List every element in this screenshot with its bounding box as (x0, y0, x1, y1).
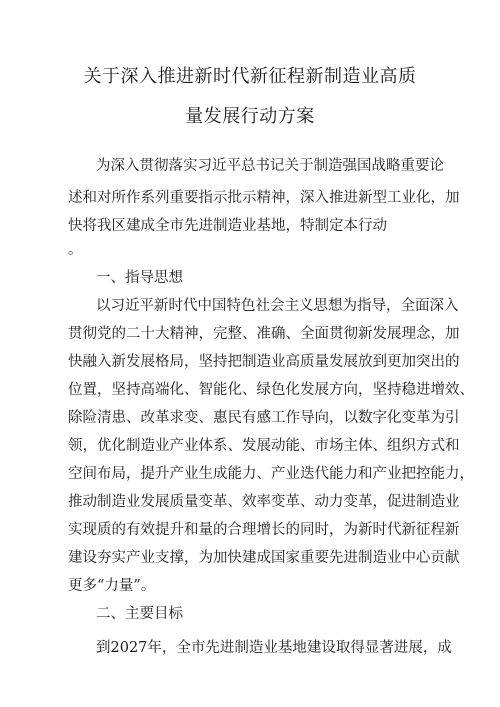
intro-paragraph-line: 快将我区建成全市先进制造业基地，特制定本行动 (68, 218, 387, 234)
section-1-paragraph-line: 位置，坚持高端化、智能化、绿色化发展方向，坚持稳进增效、 (68, 382, 474, 398)
intro-paragraph-line: 述和对所作系列重要指示批示精神，深入推进新型工业化，加 (68, 190, 460, 206)
section-1-paragraph-line: 以习近平新时代中国特色社会主义思想为指导，全面深入 (96, 298, 459, 314)
section-2-paragraph-line: 到2027年，全市先进制造业基地建设取得显著进展，成 (96, 640, 452, 656)
section-1-paragraph-line: 快融入新发展格局，坚持把制造业高质量发展放到更加突出的 (68, 354, 460, 370)
section-1-paragraph-line: 推动制造业发展质量变革、效率变革、动力变革，促进制造业 (68, 494, 460, 510)
document-title-line-2: 量发展行动方案 (185, 106, 315, 127)
intro-paragraph-line: 。 (68, 242, 83, 258)
section-1-paragraph-line: 建设夯实产业支撑，为加快建成国家重要先进制造业中心贡献 (68, 550, 460, 566)
section-1-paragraph-line: 实现质的有效提升和量的合理增长的同时，为新时代新征程新 (68, 522, 460, 538)
section-1-paragraph-line: 更多“力量”。 (68, 578, 156, 594)
section-1-heading: 一、指导思想 (96, 270, 183, 286)
intro-paragraph-line: 为深入贯彻落实习近平总书记关于制造强国战略重要论 (96, 158, 444, 174)
section-1-paragraph-line: 除险清患、改革求变、惠民有感工作导向，以数字化变革为引 (68, 410, 460, 426)
section-1-paragraph-line: 空间布局，提升产业生成能力、产业迭代能力和产业把控能力， (68, 466, 474, 482)
section-1-paragraph-line: 贯彻党的二十大精神，完整、准确、全面贯彻新发展理念，加 (68, 326, 460, 342)
section-2-heading: 二、主要目标 (96, 606, 183, 622)
document-title-line-1: 关于深入推进新时代新征程新制造业高质 (83, 66, 417, 87)
section-1-paragraph-line: 领，优化制造业产业体系、发展动能、市场主体、组织方式和 (68, 438, 460, 454)
